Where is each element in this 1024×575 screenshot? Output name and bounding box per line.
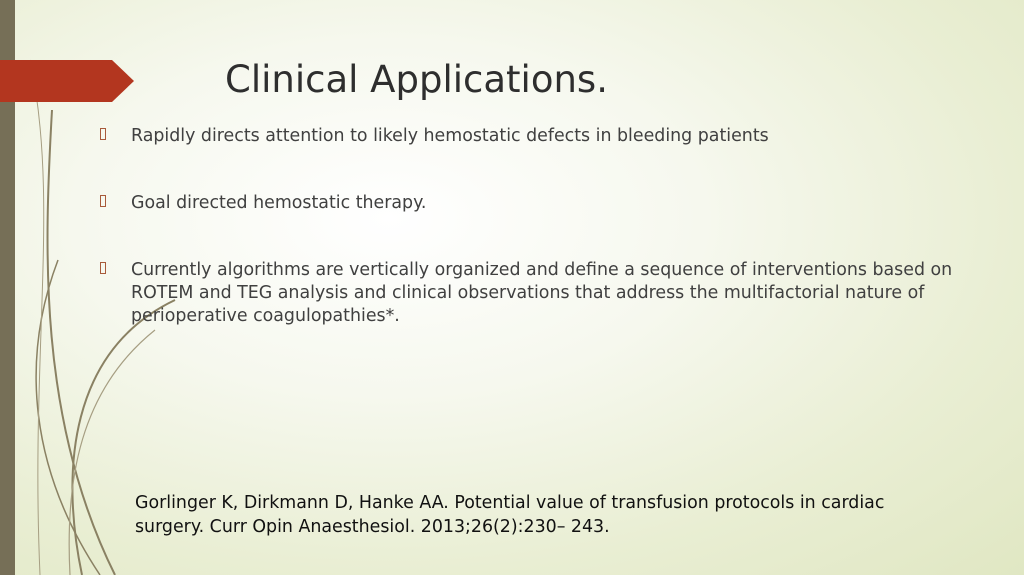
bullet-item <box>100 125 970 148</box>
bullet-box-icon <box>100 128 106 140</box>
bullet-text: Currently algorithms are vertically organized and define a sequence of interventions based on ROTEM and TEG analysis and clinical observations that address the multifactorial nature of perioperative coagulopathies*. <box>131 260 953 326</box>
bullet-box-icon <box>100 262 106 274</box>
title-arrow-icon <box>0 60 134 102</box>
bullet-box-icon <box>100 195 106 207</box>
bullet-text: Rapidly directs attention to likely hemostatic defects in bleeding patients <box>131 126 769 146</box>
bullet-item <box>100 259 970 328</box>
bullet-item <box>100 192 970 215</box>
bullet-list <box>100 125 970 328</box>
reference-citation: Gorlinger K, Dirkmann D, Hanke AA. Potential value of transfusion protocols in cardiac surgery. Curr Opin Anaesthesiol. 2013;26(2):230– 243. <box>135 493 885 537</box>
slide-title: Clinical Applications. <box>225 58 608 101</box>
bullet-text: Goal directed hemostatic therapy. <box>131 193 427 213</box>
